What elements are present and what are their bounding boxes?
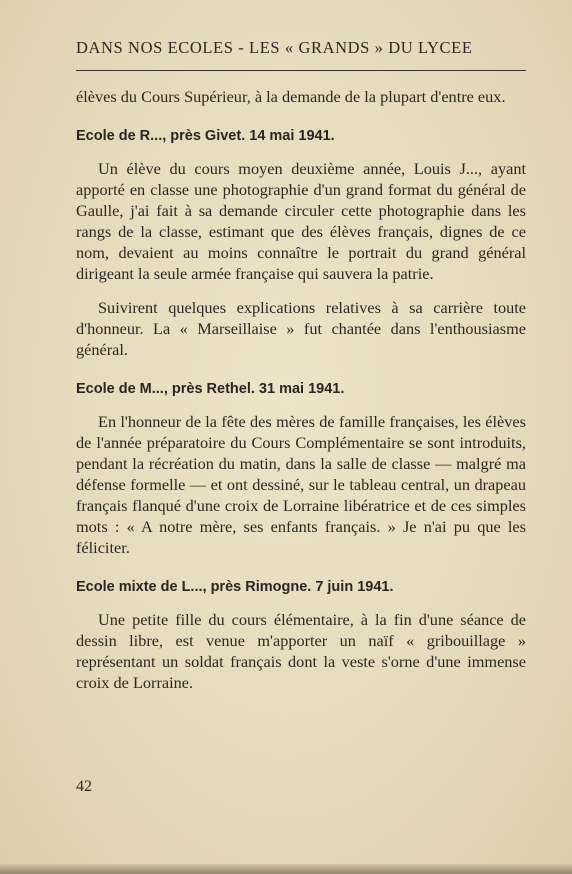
paragraph: Suivirent quelques explications relatives à sa carrière toute d'honneur. La « Marseillaise » fut chantée dans l'enthousiasme général.: [76, 298, 526, 359]
running-head: DANS NOS ECOLES - LES « GRANDS » DU LYCEE: [76, 38, 473, 57]
section-heading: Ecole de M..., près Rethel. 31 mai 1941.: [76, 381, 345, 397]
paragraph: En l'honneur de la fête des mères de famille françaises, les élèves de l'année préparatoire du Cours Complémentaire se sont introduits, pendant la récréation du matin, dans la salle de classe — malgré ma défense formelle — et ont dessiné, sur le tableau central, un drapeau français flanqué d'une croix de Lorraine libératrice et de ces simples mots : « A notre mère, ses enfants français. » Je n'ai pu que les féliciter.: [76, 412, 526, 557]
paragraph: Un élève du cours moyen deuxième année, Louis J..., ayant apporté en classe une photographie d'un grand format du général de Gaulle, j'ai fait à sa demande circuler cette photographie dans les rangs de la classe, estimant que des élèves français, dignes de ce nom, devaient au moins connaître le portrait du grand général dirigeant la seule armée française qui sauvera la patrie.: [76, 159, 526, 283]
continuation-paragraph: élèves du Cours Supérieur, à la demande de la plupart d'entre eux.: [76, 87, 506, 106]
section-heading: Ecole mixte de L..., près Rimogne. 7 juin 1941.: [76, 579, 394, 595]
section-heading: Ecole de R..., près Givet. 14 mai 1941.: [76, 128, 335, 144]
body-text: [76, 86, 526, 693]
paragraph: Une petite fille du cours élémentaire, à la fin d'une séance de dessin libre, est venue m'apporter un naïf « gribouillage » représentant un soldat français dont la veste s'orne d'une immense croix de Lorraine.: [76, 610, 526, 692]
page-bottom-edge: [0, 864, 572, 874]
page-number: 42: [76, 778, 92, 795]
header-rule: [76, 70, 526, 71]
